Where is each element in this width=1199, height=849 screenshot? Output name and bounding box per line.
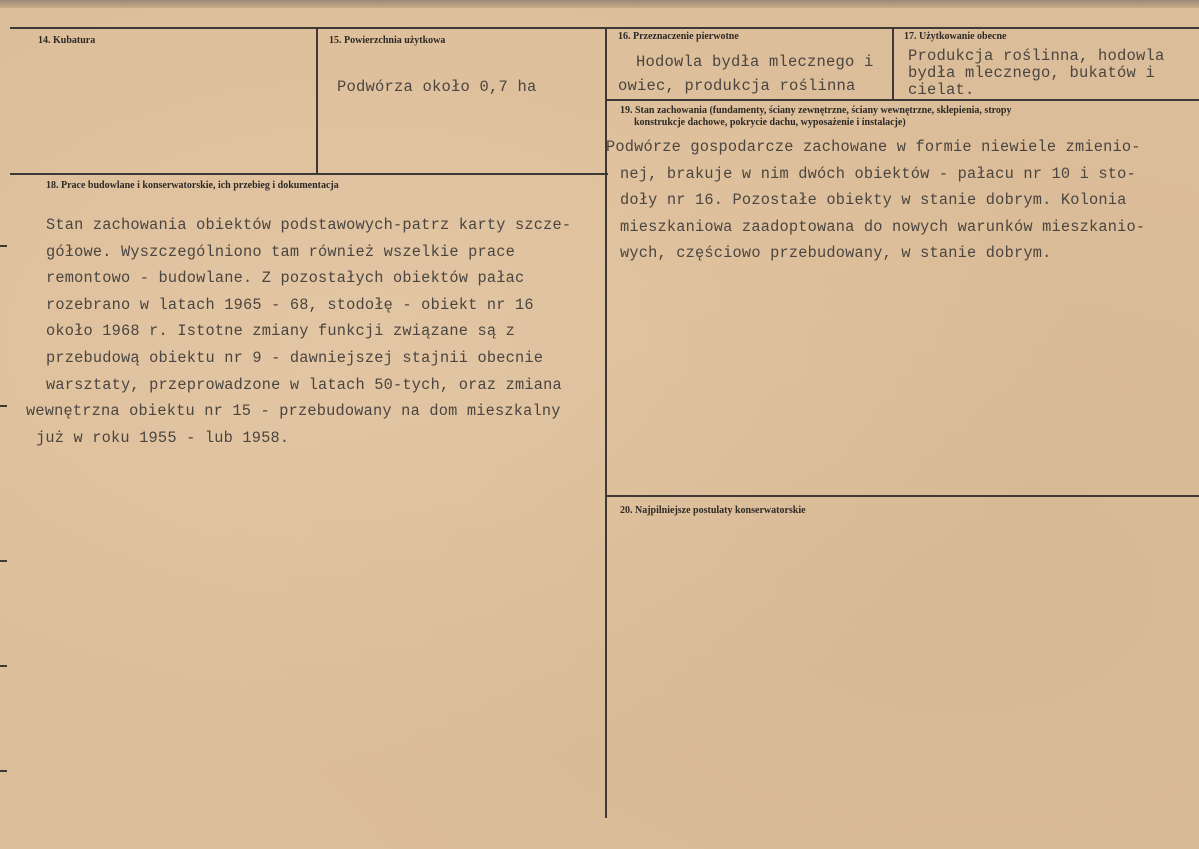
field-18-line: przebudową obiektu nr 9 - dawniejszej stajnii obecnie bbox=[46, 348, 544, 367]
field-16-value bbox=[618, 50, 874, 98]
field-18-line: Stan zachowania obiektów podstawowych-patrz karty szcze- bbox=[46, 216, 572, 234]
rule-under-16-17 bbox=[606, 99, 1199, 101]
edge-tick bbox=[0, 770, 7, 772]
field-18-label: 18. Prace budowlane i konserwatorskie, ich przebieg i dokumentacja bbox=[46, 180, 339, 191]
field-18-value bbox=[26, 212, 572, 451]
field-17-line: cielat. bbox=[908, 81, 975, 98]
field-19-line: nej, brakuje w nim dwóch obiektów - pałacu nr 10 i sto- bbox=[620, 164, 1136, 183]
field-19-line: Podwórze gospodarcze zachowane w formie niewiele zmienio- bbox=[606, 138, 1141, 156]
edge-tick bbox=[0, 665, 7, 667]
field-19-value bbox=[606, 134, 1146, 267]
divider-14-15 bbox=[316, 28, 318, 174]
field-15-value: Podwórza około 0,7 ha bbox=[337, 78, 537, 96]
field-17-line: Produkcja roślinna, hodowla bbox=[908, 48, 1165, 65]
rule-under-14-15 bbox=[10, 173, 608, 175]
field-19-line: wych, częściowo przebudowany, w stanie dobrym. bbox=[620, 244, 1052, 262]
field-14-label: 14. Kubatura bbox=[38, 35, 96, 46]
field-18-line: warsztaty, przeprowadzone w latach 50-tych, oraz zmiana bbox=[46, 375, 562, 394]
field-16-line: owiec, produkcja roślinna bbox=[618, 77, 856, 95]
field-19-label-line2: konstrukcje dachowe, pokrycie dachu, wyposażenie i instalacje) bbox=[634, 117, 906, 128]
edge-tick bbox=[0, 560, 7, 562]
field-19-line: doły nr 16. Pozostałe obiekty w stanie dobrym. Kolonia bbox=[620, 191, 1127, 209]
field-18-line: gółowe. Wyszczególniono tam również wszelkie prace bbox=[46, 242, 515, 261]
field-18-line: remontowo - budowlane. Z pozostałych obiektów pałac bbox=[46, 269, 525, 288]
card-top-edge bbox=[0, 0, 1199, 8]
field-18-line: już w roku 1955 - lub 1958. bbox=[36, 428, 290, 447]
field-18-line: rozebrano w latach 1965 - 68, stodołę - obiekt nr 16 bbox=[46, 295, 534, 314]
field-19-label bbox=[620, 105, 1190, 129]
field-16-label: 16. Przeznaczenie pierwotne bbox=[618, 31, 739, 42]
field-19-label-line1: 19. Stan zachowania (fundamenty, ściany zewnętrzne, ściany wewnętrzne, sklepienia, stropy bbox=[620, 105, 1012, 116]
divider-16-17 bbox=[892, 28, 894, 100]
field-17-line: bydła mlecznego, bukatów i bbox=[908, 64, 1156, 82]
rule-above-20 bbox=[606, 495, 1199, 497]
edge-tick bbox=[0, 245, 7, 247]
field-16-line: Hodowla bydła mlecznego i bbox=[636, 53, 874, 71]
field-15-label: 15. Powierzchnia użytkowa bbox=[329, 35, 446, 46]
field-17-label: 17. Użytkowanie obecne bbox=[904, 31, 1007, 42]
field-20-label: 20. Najpilniejsze postulaty konserwatorskie bbox=[620, 505, 806, 516]
edge-tick bbox=[0, 405, 7, 407]
field-17-value bbox=[908, 48, 1165, 98]
field-18-line: około 1968 r. Istotne zmiany funkcji związane są z bbox=[46, 322, 515, 341]
field-19-line: mieszkaniowa zaadoptowana do nowych warunków mieszkanio- bbox=[620, 217, 1146, 236]
field-18-line: wewnętrzna obiektu nr 15 - przebudowany na dom mieszkalny bbox=[26, 402, 561, 421]
